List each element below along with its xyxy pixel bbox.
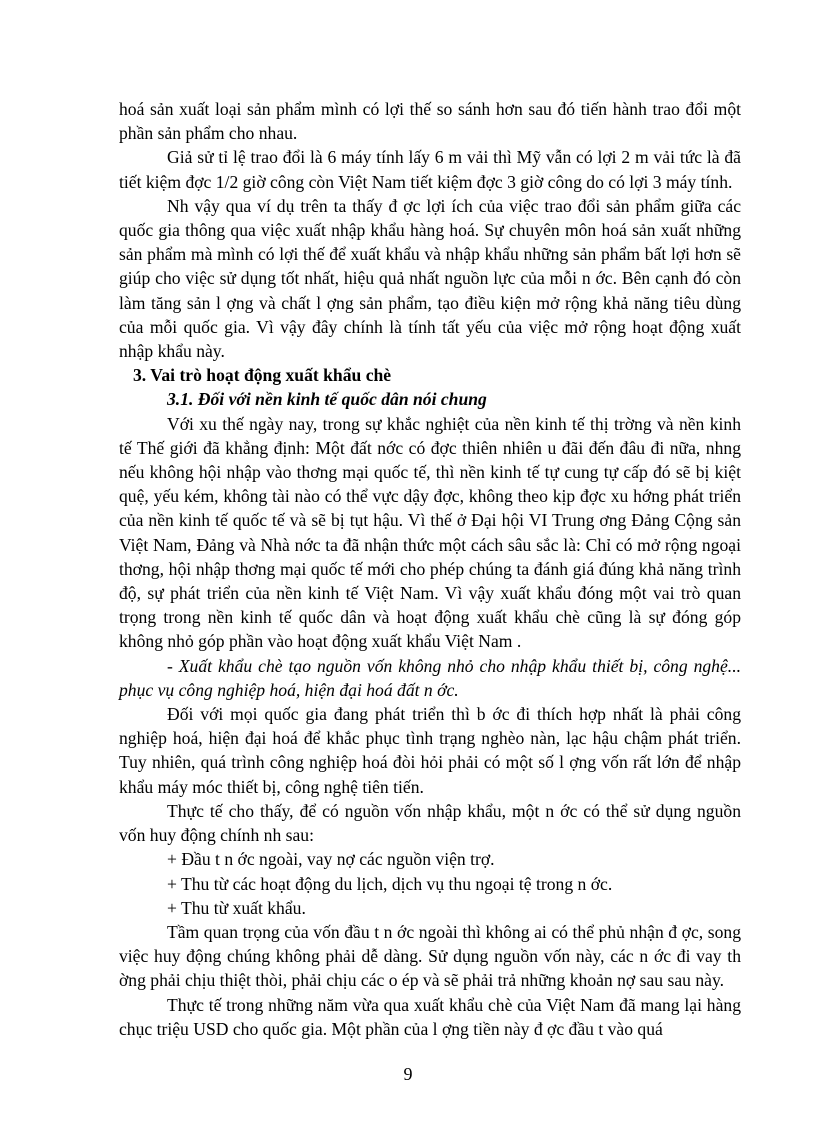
paragraph-2: Giả sử tỉ lệ trao đổi là 6 máy tính lấy 6 m vải thì Mỹ vẫn có lợi 2 m vải tức là đã tiết kiệm đợc 1/2 giờ công còn Việt Nam tiết kiệm đợc 3 giờ công do có lợi 3 máy tính. [119,147,741,192]
list-item-2: + Thu từ các hoạt động du lịch, dịch vụ thu ngoại tệ trong n ớc. [167,873,613,894]
list-item-1: + Đầu t n ớc ngoài, vay nợ các nguồn viện trợ. [167,849,495,870]
section-heading: 3. Vai trò hoạt động xuất khẩu chè [133,365,392,386]
paragraph-5: Đối với mọi quốc gia đang phát triển thì b ớc đi thích hợp nhất là phải công nghiệp hoá, hiện đại hoá để khắc phục tình trạng nghèo nàn, lạc hậu chậm phát triển. Tuy nhiên, quá trình công nghiệp hoá đòi hỏi phải có một số l ợng vốn rất lớn để nhập khẩu máy móc thiết bị, công nghệ tiên tiến. [119,704,741,797]
paragraph-1: hoá sản xuất loại sản phẩm mình có lợi thế so sánh hơn sau đó tiến hành trao đổi một phần sản phẩm cho nhau. [119,99,741,144]
list-item-3: + Thu từ xuất khẩu. [167,897,306,918]
paragraph-6: Thực tế cho thấy, để có nguồn vốn nhập khẩu, một n ớc có thể sử dụng nguồn vốn huy động chính nh sau: [119,800,741,846]
document-body [119,97,741,1041]
paragraph-4: Với xu thế ngày nay, trong sự khắc nghiệt của nền kinh tế thị trờng và nền kinh tế Thế giới đã khẳng định: Một đất nớc có đợc thiên nhiên u đãi đến đâu đi nữa, nhng nếu không hội nhập vào thơng mại quốc tế, thì nền kinh tế tự cung tự cấp đó sẽ bị kiệt quệ, yếu kém, không tài nào có thể vực dậy đợc, không theo kịp đợc xu hớng phát triển của nền kinh tế quốc tế và sẽ bị tụt hậu. Vì thế ở Đại hội VI Trung ơng Đảng Cộng sản Việt Nam, Đảng và Nhà nớc ta đã nhận thức một cách sâu sắc là: Chỉ có mở rộng ngoại thơng, hội nhập thơng mại quốc tế mới cho phép chúng ta đánh giá đúng khả năng trình độ, sự phát triển của nền kinh tế Việt Nam. Vì vậy xuất khẩu đóng một vai trò quan trọng trong nền kinh tế quốc dân và hoạt động xuất khẩu chè cũng là sự đóng góp không nhỏ góp phần vào hoạt động xuất khẩu Việt Nam . [119,413,741,652]
page-number: 9 [403,1064,413,1084]
paragraph-8: Thực tế trong những năm vừa qua xuất khẩu chè của Việt Nam đã mang lại hàng chục triệu USD cho quốc gia. Một phần của l ợng tiền này đ ợc đầu t vào quá [119,994,741,1039]
subsection-heading: 3.1. Đối với nền kinh tế quốc dân nói chung [167,389,487,410]
paragraph-3: Nh vậy qua ví dụ trên ta thấy đ ợc lợi ích của việc trao đổi sản phẩm giữa các quốc gia thông qua việc xuất nhập khẩu hàng hoá. Sự chuyên môn hoá sản xuất những sản phẩm mà mình có lợi thế để xuất khẩu và nhập khẩu những sản phẩm bất lợi hơn sẽ giúp cho việc sử dụng tốt nhất, hiệu quả nhất nguồn lực của mỗi n ớc. Bên cạnh đó còn làm tăng sản l ợng và chất l ợng sản phẩm, tạo điều kiện mở rộng khả năng tiêu dùng của mỗi quốc gia. Vì vậy đây chính là tính tất yếu của việc mở rộng hoạt động xuất nhập khẩu này. [119,195,741,362]
paragraph-7: Tầm quan trọng của vốn đầu t n ớc ngoài thì không ai có thể phủ nhận đ ợc, song việc huy động chúng không phải dễ dàng. Sử dụng nguồn vốn này, các n ớc đi vay th ờng phải chịu thiệt thòi, phải chịu các o ép và sẽ phải trả những khoản nợ sau sau này. [119,921,741,991]
italic-point: - Xuất khẩu chè tạo nguồn vốn không nhỏ cho nhập khẩu thiết bị, công nghệ... phục vụ công nghiệp hoá, hiện đại hoá đất n ớc. [119,655,741,700]
